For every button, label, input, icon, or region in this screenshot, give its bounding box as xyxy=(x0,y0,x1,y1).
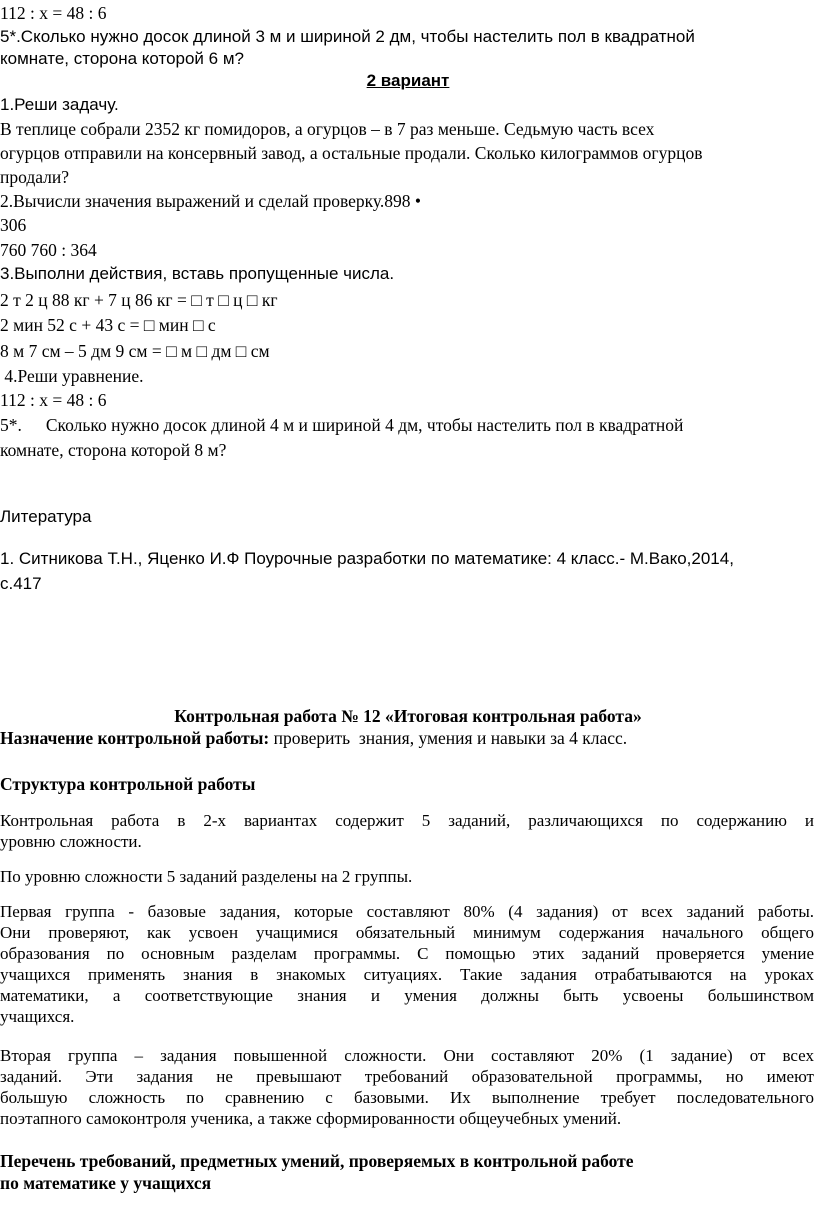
task-1-line-3: продали? xyxy=(0,167,70,187)
task-2-line-2: 760 760 : 364 xyxy=(0,240,97,260)
task-5b-line-1 xyxy=(0,414,683,436)
paragraph-1-line: уровню сложности. xyxy=(0,832,142,851)
task-2-heading: 2.Вычисли значения выражений и сделай проверку.898 • xyxy=(0,191,422,211)
requirements-heading-line-2: по математике у учащихся xyxy=(0,1173,212,1193)
literature-item-1-line-1: 1. Ситникова Т.Н., Яценко И.Ф Поурочные разработки по математике: 4 класс.- М.Вако,2014, xyxy=(0,549,734,568)
task-5b-number: 5*. xyxy=(0,415,22,435)
paragraph-4-line: Вторая группа – задания повышенной сложности. Они составляют 20% (1 задание) от всех xyxy=(0,1046,814,1065)
task-3-line-2: 2 мин 52 с + 43 с = □ мин □ с xyxy=(0,315,216,335)
structure-heading: Структура контрольной работы xyxy=(0,774,256,794)
variant-title: 2 вариант xyxy=(366,71,450,90)
task-3-line-3: 8 м 7 см – 5 дм 9 см = □ м □ дм □ см xyxy=(0,341,270,361)
paragraph-3-line: Первая группа - базовые задания, которые составляют 80% (4 задания) от всех заданий работы. xyxy=(0,902,814,921)
task-4-heading: 4.Реши уравнение. xyxy=(0,366,144,386)
task-1-line-2: огурцов отправили на консервный завод, а остальные продали. Сколько килограммов огурцов xyxy=(0,143,703,163)
task-3-heading: 3.Выполни действия, вставь пропущенные числа. xyxy=(0,264,395,283)
paragraph-3-line: учащихся. xyxy=(0,1007,75,1026)
test-title: Контрольная работа № 12 «Итоговая контрольная работа» xyxy=(174,706,642,726)
paragraph-2: По уровню сложности 5 заданий разделены на 2 группы. xyxy=(0,867,413,886)
equation-line: 112 : х = 48 : 6 xyxy=(0,3,107,23)
task-4-line-1: 112 : х = 48 : 6 xyxy=(0,390,107,410)
paragraph-3-line: учащихся применять знания в знакомых ситуациях. Такие задания отрабатываются на уроках xyxy=(0,965,814,984)
test-purpose-label: Назначение контрольной работы: xyxy=(0,728,270,748)
paragraph-3-line: Они проверяют, как усвоен учащимися обязательный минимум содержания начального общего xyxy=(0,923,814,942)
task-2-line-1: 306 xyxy=(0,215,27,235)
paragraph-3 xyxy=(0,901,814,1027)
requirements-heading-line-1: Перечень требований, предметных умений, проверяемых в контрольной работе xyxy=(0,1151,634,1171)
task-1-heading: 1.Реши задачу. xyxy=(0,95,119,114)
task-5b-text: Сколько нужно досок длиной 4 м и шириной 4 дм, чтобы настелить пол в квадратной xyxy=(45,415,684,435)
task-3-line-1: 2 т 2 ц 88 кг + 7 ц 86 кг = □ т □ ц □ кг xyxy=(0,290,278,310)
paragraph-3-line: образования по основным разделам программы. С помощью этих заданий проверяется умение xyxy=(0,944,814,963)
task-5-line-1: 5*.Сколько нужно досок длиной 3 м и шириной 2 дм, чтобы настелить пол в квадратной xyxy=(0,27,695,46)
test-purpose-text: проверить знания, умения и навыки за 4 класс. xyxy=(269,728,628,748)
paragraph-4-line: большую сложность по сравнению с базовыми. Их выполнение требует последовательного xyxy=(0,1088,814,1107)
paragraph-4 xyxy=(0,1045,814,1129)
literature-item-1-line-2: с.417 xyxy=(0,574,42,593)
task-1-line-1: В теплице собрали 2352 кг помидоров, а огурцов – в 7 раз меньше. Седьмую часть всех xyxy=(0,119,655,139)
test-purpose xyxy=(0,727,627,749)
literature-heading: Литература xyxy=(0,507,92,526)
paragraph-4-line: заданий. Эти задания не превышают требований образовательной программы, но имеют xyxy=(0,1067,814,1086)
task-5-line-2: комнате, сторона которой 6 м? xyxy=(0,49,244,68)
paragraph-4-line: поэтапного самоконтроля ученика, а также сформированности общеучебных умений. xyxy=(0,1109,622,1128)
paragraph-1-line: Контрольная работа в 2-х вариантах содержит 5 заданий, различающихся по содержанию и xyxy=(0,811,814,830)
paragraph-1 xyxy=(0,810,814,852)
task-5b-line-2: комнате, сторона которой 8 м? xyxy=(0,440,227,460)
paragraph-3-line: математики, а соответствующие знания и умения должны быть усвоены большинством xyxy=(0,986,814,1005)
